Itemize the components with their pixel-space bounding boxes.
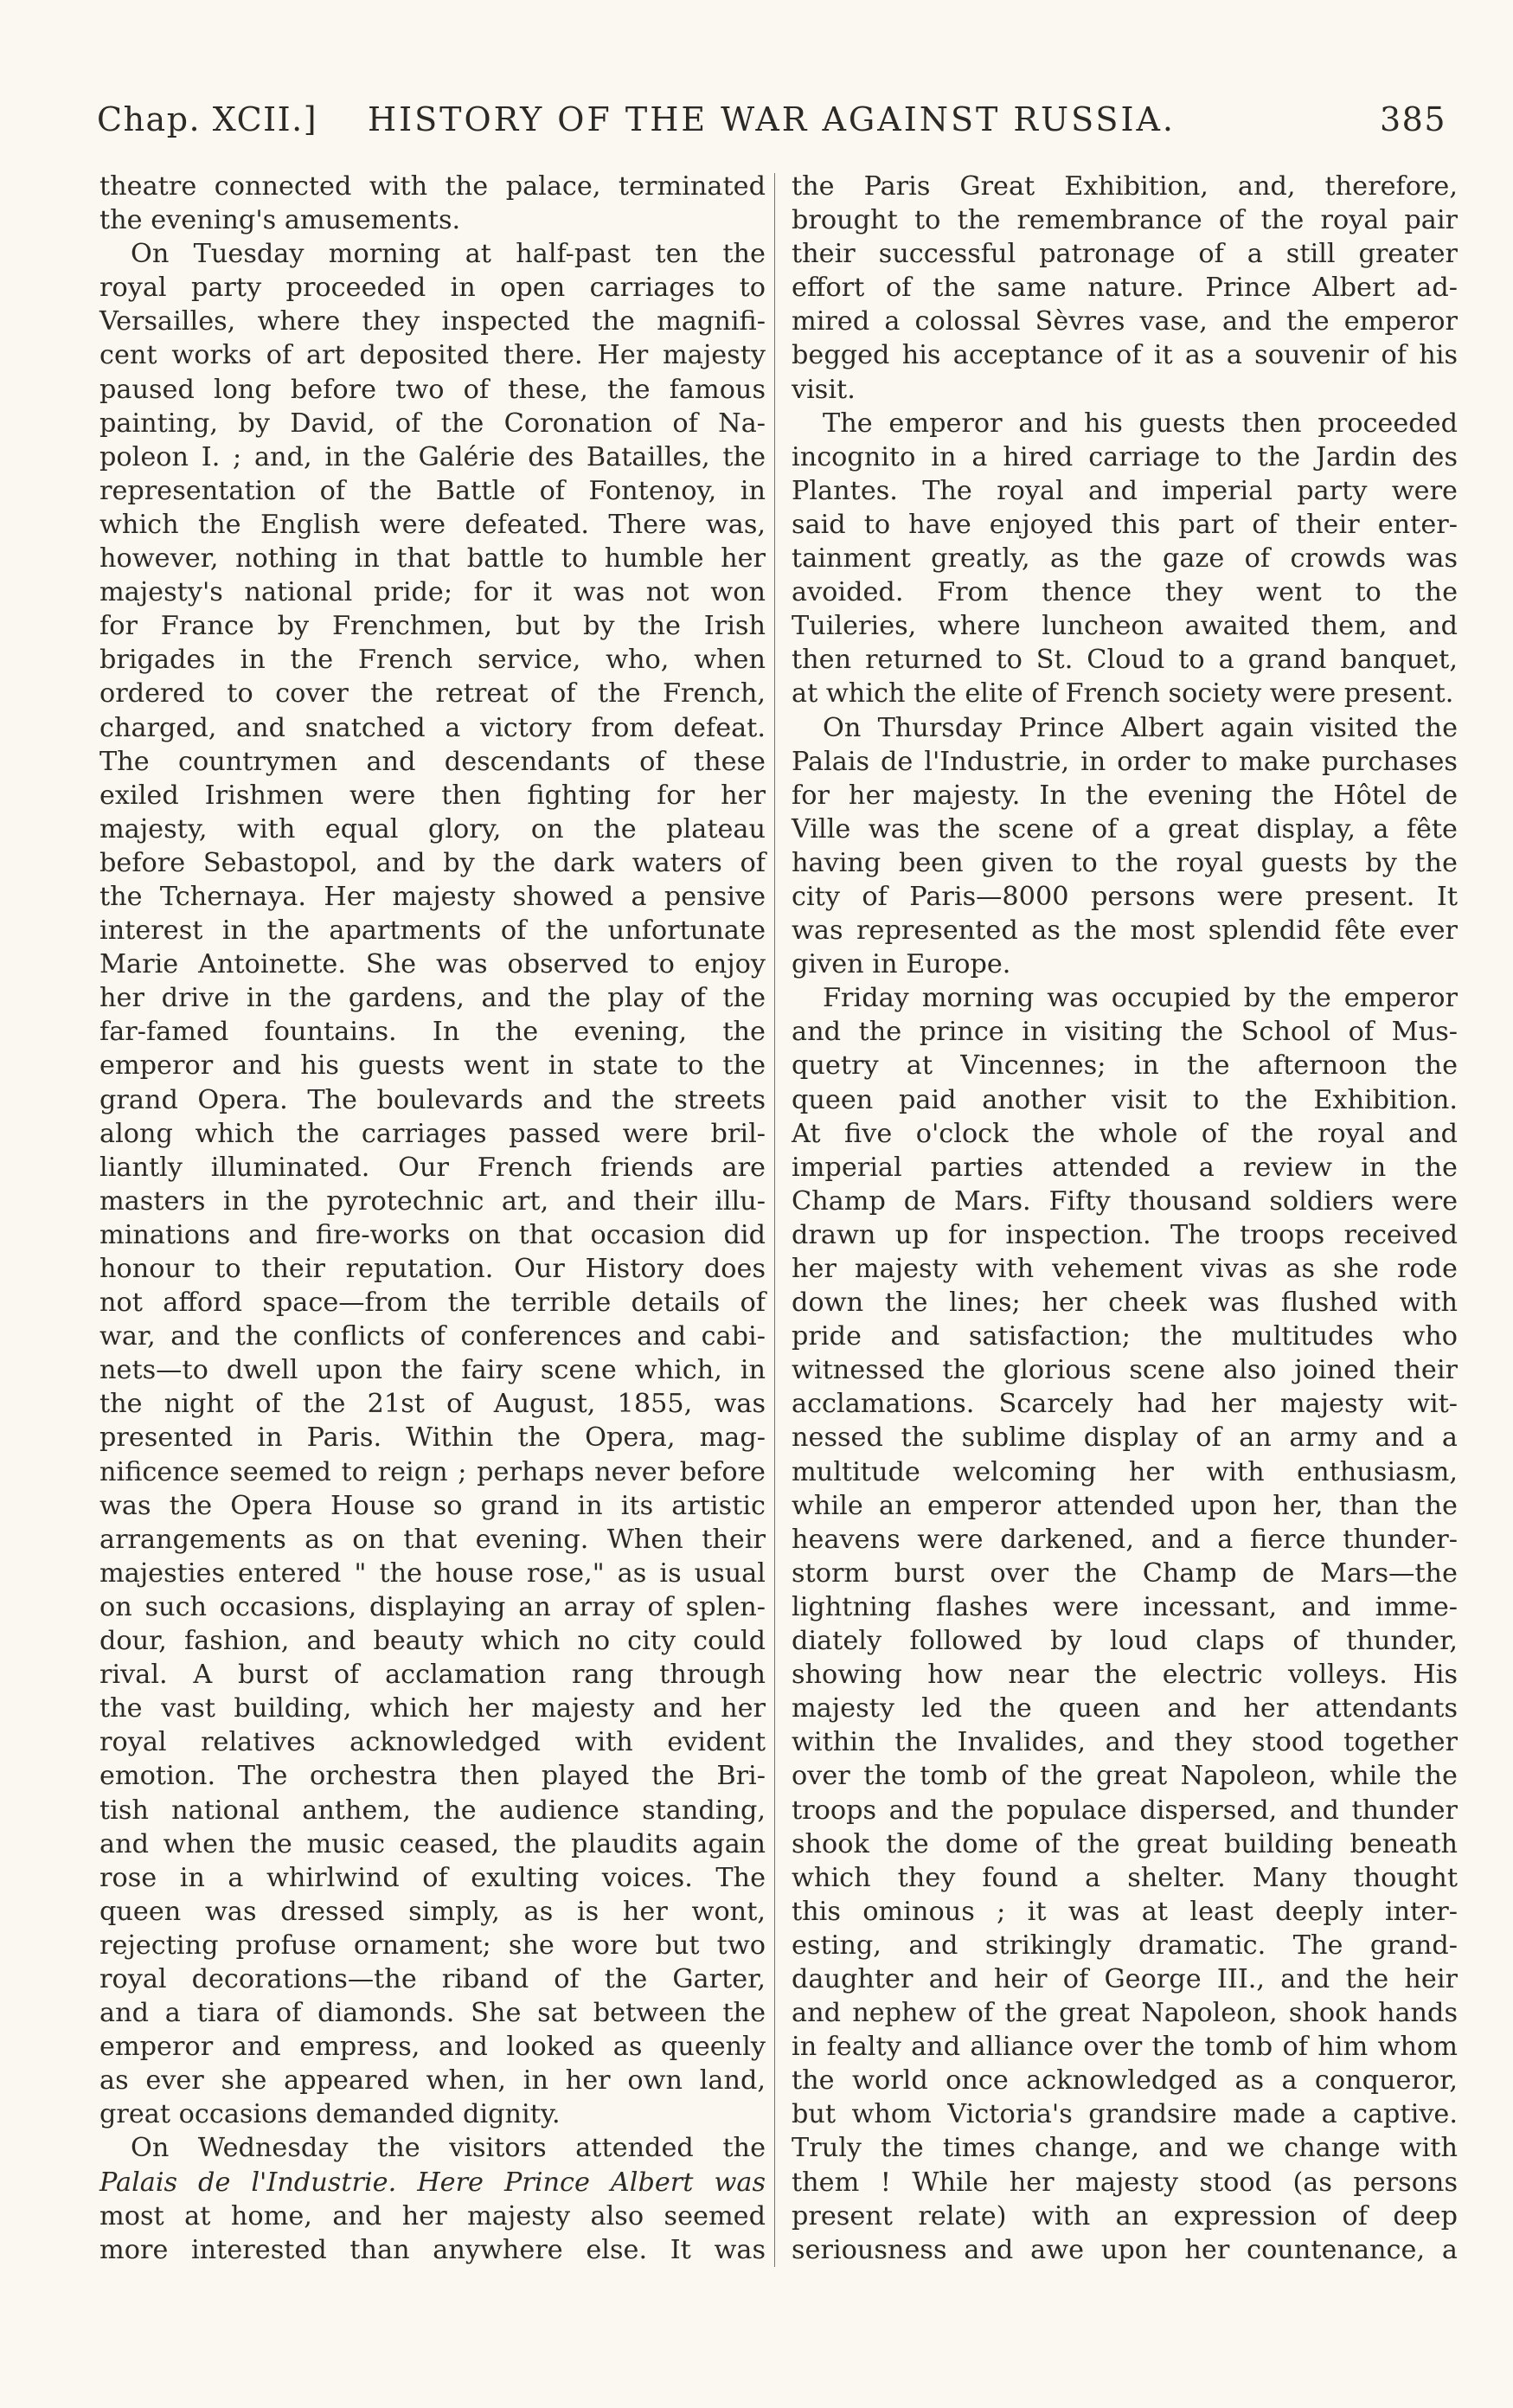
- page-number: 385: [1379, 100, 1446, 138]
- text-line: and the prince in visiting the School of Mus-: [792, 1017, 1458, 1048]
- text-line: their successful patronage of a still greater: [792, 239, 1458, 270]
- text-line: in fealty and alliance over the tomb of him whom: [792, 2032, 1458, 2063]
- text-line: however, nothing in that battle to humble her: [99, 543, 766, 575]
- paragraph-wednesday: [99, 2131, 766, 2266]
- paragraph-tuesday: [99, 237, 766, 2131]
- text-line: The emperor and his guests then proceeded: [823, 408, 1458, 439]
- paragraph-friday: [792, 981, 1458, 2267]
- paragraph-exhibition: [792, 170, 1458, 407]
- text-line: imperial parties attended a review in the: [792, 1152, 1458, 1183]
- text-line: Plantes. The royal and imperial party were: [792, 475, 1458, 506]
- text-line: which they found a shelter. Many thought: [792, 1862, 1458, 1893]
- text-line: representation of the Battle of Fontenoy, in: [99, 475, 766, 506]
- text-line: presented in Paris. Within the Opera, mag-: [99, 1422, 766, 1454]
- text-line: this ominous ; it was at least deeply inter-: [792, 1896, 1458, 1927]
- running-header: [97, 97, 1446, 142]
- text-line: On Tuesday morning at half-past ten the: [131, 239, 766, 270]
- text-line: diately followed by loud claps of thunder,: [792, 1626, 1458, 1657]
- text-line: emperor and empress, and looked as queenly: [99, 2032, 766, 2063]
- text-line: majesty's national pride; for it was not won: [99, 577, 766, 608]
- text-line: Tuileries, where luncheon awaited them, and: [792, 611, 1458, 642]
- text-line: lightning flashes were incessant, and imme-: [792, 1591, 1458, 1622]
- text-line: then returned to St. Cloud to a grand banquet,: [792, 645, 1458, 676]
- text-line: but whom Victoria's grandsire made a captive.: [792, 2099, 1458, 2130]
- text-line: On Thursday Prince Albert again visited the: [823, 712, 1458, 743]
- text-line: masters in the pyrotechnic art, and their illu-: [99, 1185, 766, 1217]
- text-line: paused long before two of these, the famous: [99, 374, 766, 405]
- text-line: daughter and heir of George III., and the heir: [792, 1963, 1458, 1994]
- text-line: grand Opera. The boulevards and the streets: [99, 1084, 766, 1115]
- column-divider: [774, 173, 775, 2267]
- text-line: heavens were darkened, and a fierce thunder-: [792, 1524, 1458, 1555]
- text-line: majesty, with equal glory, on the plateau: [99, 813, 766, 844]
- text-line: dour, fashion, and beauty which no city could: [99, 1626, 766, 1657]
- text-line: witnessed the glorious scene also joined their: [792, 1355, 1458, 1386]
- text-line: Palais de l'Industrie, in order to make purchases: [792, 746, 1458, 777]
- text-line: drawn up for inspection. The troops received: [792, 1219, 1458, 1250]
- text-line: the world once acknowledged as a conqueror,: [792, 2065, 1458, 2097]
- text-line: esting, and strikingly dramatic. The grand-: [792, 1930, 1458, 1961]
- text-line: showing how near the electric volleys. His: [792, 1660, 1458, 1691]
- text-line: the evening's amusements.: [99, 205, 461, 236]
- text-line: more interested than anywhere else. It was: [99, 2234, 766, 2265]
- text-line: ordered to cover the retreat of the French,: [99, 678, 766, 710]
- text-line: which the English were defeated. There was,: [99, 509, 766, 540]
- text-line: pride and satisfaction; the multitudes who: [792, 1321, 1458, 1352]
- text-line: begged his acceptance of it as a souvenir of his: [792, 340, 1458, 371]
- text-line: arrangements as on that evening. When their: [99, 1524, 766, 1555]
- text-line: The countrymen and descendants of these: [99, 746, 766, 777]
- text-line: given in Europe.: [792, 949, 1011, 980]
- text-line: nessed the sublime display of an army and a: [792, 1422, 1458, 1454]
- right-column: [792, 170, 1458, 2267]
- text-line: quetry at Vincennes; in the afternoon the: [792, 1050, 1458, 1082]
- text-line: tish national anthem, the audience standing,: [99, 1795, 766, 1826]
- text-line: great occasions demanded dignity.: [99, 2099, 561, 2130]
- text-line: nificence seemed to reign ; perhaps never before: [99, 1456, 766, 1487]
- text-line: as ever she appeared when, in her own land,: [99, 2065, 766, 2097]
- text-line: acclamations. Scarcely had her majesty wit-: [792, 1389, 1458, 1420]
- text-line: rival. A burst of acclamation rang through: [99, 1660, 766, 1691]
- text-line: brigades in the French service, who, when: [99, 645, 766, 676]
- text-line: and nephew of the great Napoleon, shook hands: [792, 1998, 1458, 2029]
- text-line: majesties entered " the house rose," as is usual: [99, 1557, 766, 1589]
- text-line: along which the carriages passed were bril-: [99, 1118, 766, 1149]
- text-line: before Sebastopol, and by the dark waters of: [99, 847, 766, 878]
- text-line: royal party proceeded in open carriages to: [99, 273, 766, 304]
- text-line: minations and fire-works on that occasion did: [99, 1219, 766, 1250]
- text-line: Versailles, where they inspected the magnifi-: [99, 306, 766, 337]
- text-line: over the tomb of the great Napoleon, while the: [792, 1761, 1458, 1792]
- text-line: troops and the populace dispersed, and thunder: [792, 1795, 1458, 1826]
- chapter-label: Chap. XCII.]: [97, 100, 318, 138]
- text-line: within the Invalides, and they stood together: [792, 1727, 1458, 1758]
- text-line: and a tiara of diamonds. She sat between the: [99, 1998, 766, 2029]
- text-line: painting, by David, of the Coronation of Na-: [99, 408, 766, 439]
- text-line: visit.: [792, 374, 856, 405]
- text-line: them ! While her majesty stood (as persons: [792, 2167, 1458, 2198]
- text-line: Truly the times change, and we change with: [792, 2133, 1458, 2164]
- text-line: multitude welcoming her with enthusiasm,: [792, 1456, 1458, 1487]
- text-line: on such occasions, displaying an array of splen-: [99, 1591, 766, 1622]
- text-line: shook the dome of the great building beneath: [792, 1828, 1458, 1859]
- left-column: [99, 170, 766, 2267]
- text-line: war, and the conflicts of conferences and cabi-: [99, 1321, 766, 1352]
- text-line: city of Paris—8000 persons were present. It: [792, 881, 1458, 912]
- text-line: effort of the same nature. Prince Albert ad-: [792, 273, 1458, 304]
- text-line: Ville was the scene of a great display, a fête: [792, 813, 1458, 844]
- text-line: the vast building, which her majesty and her: [99, 1693, 766, 1724]
- text-line: Champ de Mars. Fifty thousand soldiers were: [792, 1185, 1458, 1217]
- text-line: at which the elite of French society were present.: [792, 678, 1454, 710]
- text-line: mired a colossal Sèvres vase, and the emperor: [792, 306, 1458, 337]
- book-title: HISTORY OF THE WAR AGAINST RUSSIA.: [367, 100, 1176, 138]
- text-line: theatre connected with the palace, terminated: [99, 171, 766, 202]
- text-line: her majesty with vehement vivas as she rode: [792, 1254, 1458, 1284]
- text-line: not afford space—from the terrible details of: [99, 1287, 766, 1319]
- text-line: down the lines; her cheek was flushed with: [792, 1287, 1458, 1319]
- text-line: her drive in the gardens, and the play of the: [99, 983, 766, 1014]
- text-line: queen was dressed simply, as is her wont,: [99, 1896, 766, 1927]
- text-line: On Wednesday the visitors attended the: [131, 2133, 766, 2164]
- text-line: the Tchernaya. Her majesty showed a pensive: [99, 881, 766, 912]
- paragraph-thursday: [792, 711, 1458, 982]
- text-line: emperor and his guests went in state to the: [99, 1050, 766, 1082]
- text-line: present relate) with an expression of deep: [792, 2200, 1458, 2231]
- text-line: nets—to dwell upon the fairy scene which, in: [99, 1355, 766, 1386]
- text-line: Palais de l'Industrie. Here Prince Albert was: [99, 2167, 766, 2198]
- paragraph-theatre: [99, 170, 766, 237]
- text-line: poleon I. ; and, in the Galérie des Batailles, the: [99, 441, 766, 472]
- text-line: said to have enjoyed this part of their enter-: [792, 509, 1458, 540]
- text-line: brought to the remembrance of the royal pair: [792, 205, 1458, 236]
- text-line: was represented as the most splendid fête ever: [792, 915, 1458, 947]
- text-line: incognito in a hired carriage to the Jardin des: [792, 441, 1458, 472]
- text-line: royal relatives acknowledged with evident: [99, 1727, 766, 1758]
- text-line: rejecting profuse ornament; she wore but two: [99, 1930, 766, 1961]
- text-line: far-famed fountains. In the evening, the: [99, 1017, 766, 1048]
- text-line: At five o'clock the whole of the royal and: [792, 1118, 1458, 1149]
- text-line: charged, and snatched a victory from defeat.: [99, 712, 766, 743]
- text-line: queen paid another visit to the Exhibition.: [792, 1084, 1458, 1115]
- text-line: rose in a whirlwind of exulting voices. The: [99, 1862, 766, 1893]
- text-line: majesty led the queen and her attendants: [792, 1693, 1458, 1724]
- text-line: avoided. From thence they went to the: [792, 577, 1458, 608]
- text-line: royal decorations—the riband of the Garter,: [99, 1963, 766, 1994]
- text-line: was the Opera House so grand in its artistic: [99, 1490, 766, 1521]
- paragraph-incognito: [792, 407, 1458, 711]
- text-line: and when the music ceased, the plaudits again: [99, 1828, 766, 1859]
- text-line: seriousness and awe upon her countenance, a: [792, 2234, 1458, 2265]
- text-line: interest in the apartments of the unfortunate: [99, 915, 766, 947]
- text-line: the Paris Great Exhibition, and, therefore,: [792, 171, 1458, 202]
- text-line: most at home, and her majesty also seemed: [99, 2200, 766, 2231]
- text-line: tainment greatly, as the gaze of crowds was: [792, 543, 1458, 575]
- text-line: emotion. The orchestra then played the Bri-: [99, 1761, 766, 1792]
- text-line: for her majesty. In the evening the Hôtel de: [792, 780, 1458, 811]
- text-line: Marie Antoinette. She was observed to enjoy: [99, 949, 766, 980]
- text-line: honour to their reputation. Our History does: [99, 1254, 766, 1284]
- text-line: Friday morning was occupied by the emperor: [823, 983, 1458, 1014]
- text-line: the night of the 21st of August, 1855, was: [99, 1389, 766, 1420]
- text-line: for France by Frenchmen, but by the Irish: [99, 611, 766, 642]
- text-line: exiled Irishmen were then fighting for her: [99, 780, 766, 811]
- text-line: cent works of art deposited there. Her majesty: [99, 340, 766, 371]
- text-line: having been given to the royal guests by the: [792, 847, 1458, 878]
- text-line: liantly illuminated. Our French friends are: [99, 1152, 766, 1183]
- text-line: while an emperor attended upon her, than the: [792, 1490, 1458, 1521]
- text-line: storm burst over the Champ de Mars—the: [792, 1557, 1458, 1589]
